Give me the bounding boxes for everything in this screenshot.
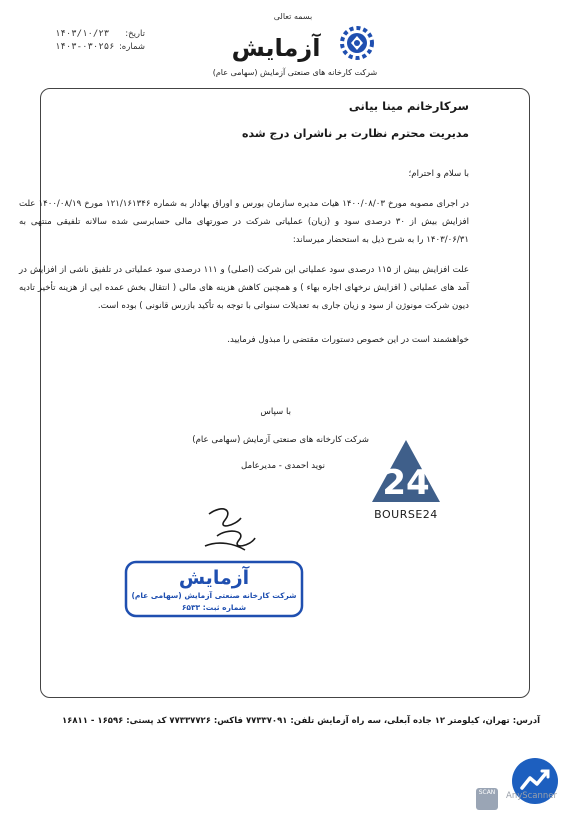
logo-wordmark	[216, 26, 336, 64]
bourse24-mark: 24	[382, 463, 430, 503]
bourse24-logo-icon	[366, 440, 446, 522]
footer-address: آدرس: تهران، کیلومتر ۱۲ جاده آبعلی، سه راه آزمایش تلفن: ۷۷۳۳۷۰۹۱ فاکس: ۷۷۳۳۷۷۲۶ کد پستی: ۱۶۵۹۶ - ۱۶۸۱۱	[61, 716, 540, 726]
company-name-header: شرکت کارخانه های صنعتی آزمایش (سهامی عام)	[212, 68, 378, 77]
bourse24-text: BOURSE24	[374, 508, 438, 521]
number-label: شماره:	[118, 42, 145, 52]
scan-badge-text: SCAN	[478, 789, 496, 796]
bourse24-watermark	[366, 440, 446, 522]
company-stamp	[124, 560, 304, 618]
company-logo	[216, 24, 376, 68]
greeting: با سلام و احترام؛	[408, 169, 469, 179]
date-row	[55, 28, 145, 41]
paragraph-1: در اجرای مصوبه مورخ ۱۴۰۰/۰۸/۰۳ هیات مدیره سازمان بورس و اوراق بهادار به شماره ۱۲۱/۱۶۱۳۴۶ مورخ ۱۴۰۰/۰۸/۱۹ علت افزایش بیش از ۳۰ درصدی سود و (زیان) عملیاتی شرکت در صورتهای مالی حسابرسی شده سالانه تلفیقی منتهی به ۱۴۰۳/۰۶/۳۱ را به شرح ذیل به استحضار میرساند:	[19, 199, 469, 245]
recipient-title: مدیریت محترم نظارت بر ناشران درج شده	[241, 127, 469, 140]
stamp-logo-word: آزمایش	[178, 567, 250, 589]
recipient-name: سرکارخانم مینا بیانی	[348, 99, 469, 113]
scan-badge	[476, 788, 498, 810]
logo-word-text: آزمایش	[231, 34, 321, 62]
closing-text: با سپاس	[260, 407, 291, 417]
signer-company: شرکت کارخانه های صنعتی آزمایش (سهامی عام)	[192, 435, 369, 445]
handwritten-signature	[195, 500, 265, 558]
stamp-line-1: شرکت کارخانه صنعتی آزمایش (سهامی عام)	[131, 591, 297, 600]
date-value: ۱۴۰۳/۱۰/۲۳	[55, 29, 110, 39]
stamp-line-2: شماره ثبت: ۶۵۳۳	[181, 603, 247, 612]
letter-meta	[55, 28, 145, 54]
gear-icon	[338, 24, 376, 62]
bismillah-text: بسمه تعالی	[273, 12, 313, 21]
number-row	[55, 41, 145, 54]
request-line: خواهشمند است در این خصوص دستورات مقتضی را مبذول فرمایید.	[227, 335, 469, 345]
date-label: تاریخ:	[125, 29, 145, 39]
signer-name: نوید احمدی - مدیرعامل	[240, 461, 325, 471]
number-value: ۱۴۰۳-۰۳۰۲۵۶	[55, 42, 115, 52]
paragraph-2: علت افزایش بیش از ۱۱۵ درصدی سود عملیاتی این شرکت (اصلی) و ۱۱۱ درصدی سود عملیاتی در تلفیق ناشی از افزایش در آمد های عملیاتی ( افزایش نرخهای اجاره بهاء ) و همچنین کاهش هزینه های مالی ( انتقال بخش عمده ایی از هزینه تأخیر تادیه دیون شرکت مونوژن از سود و زیان جاری به تعدیلات سنواتی با توجه به تأکید بازرس قانونی ) بوده است.	[19, 265, 469, 311]
scanner-brand-text: AnyScanner	[506, 791, 558, 801]
